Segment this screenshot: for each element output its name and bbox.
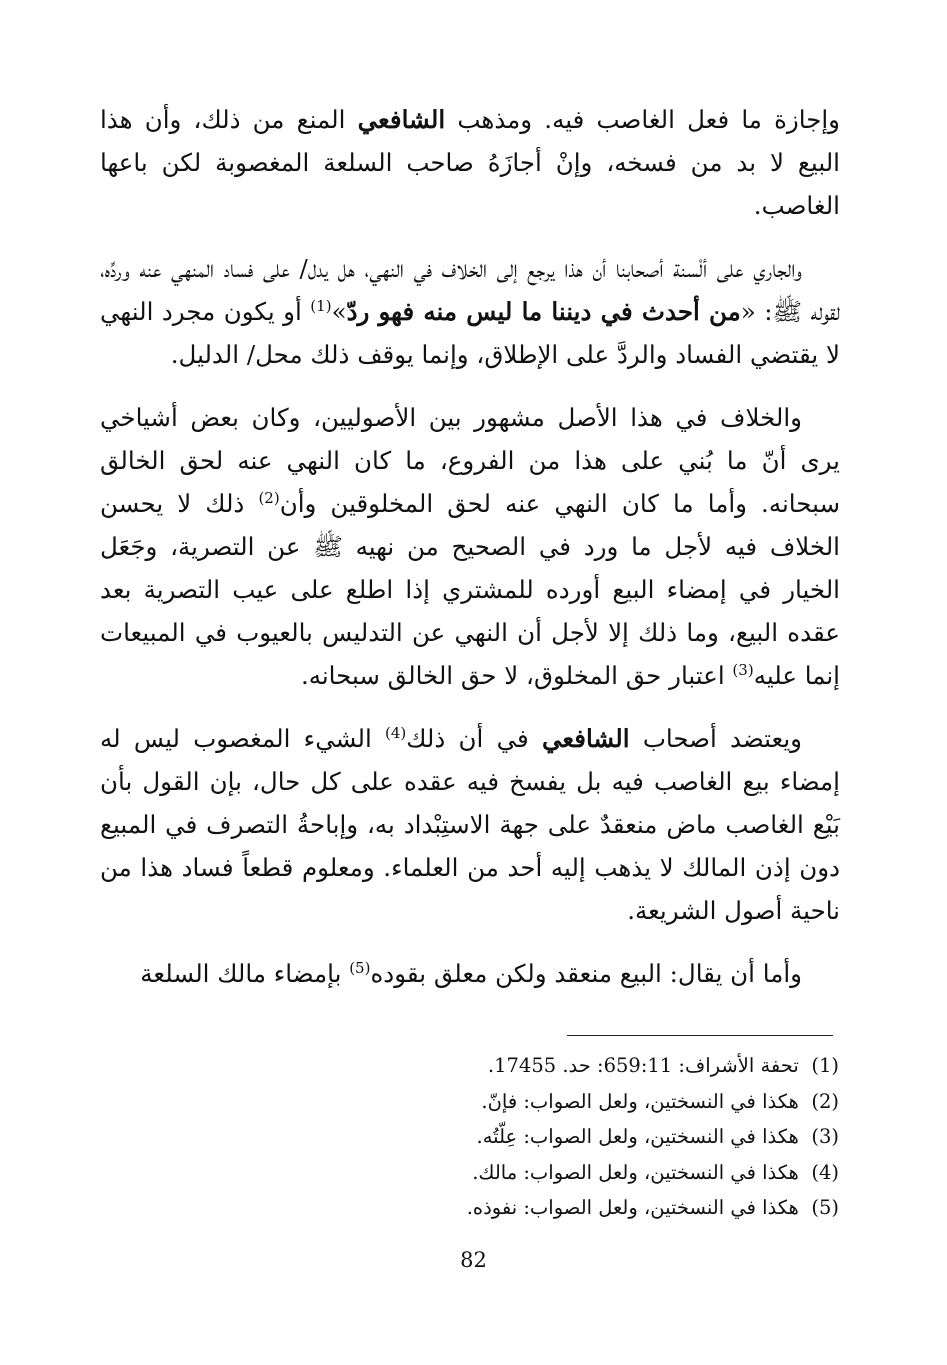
footnote-reference: (3) (732, 660, 754, 679)
paragraph-2 (100, 247, 840, 376)
bold-text: من أحدث في ديننا ما ليس منه فهو ردّ (346, 297, 741, 326)
footnote-text: هكذا في النسختين، ولعل الصواب: فإنّ. (481, 1089, 799, 1113)
footnote-2 (279, 1084, 839, 1120)
paragraph-4 (100, 717, 840, 932)
footnote-number: (3) (811, 1125, 839, 1148)
paragraph-text: وأما أن يقال: البيع منعقد ولكن معلق بقوده (370, 959, 802, 988)
paragraph-text: اعتبار حق المخلوق، لا حق الخالق سبحانه. (300, 661, 733, 690)
paragraph-text: الشيء المغصوب ليس له إمضاء بيع الغاصب فيه بل يفسخ فيه عقده على كل حال، بإن القول بأن بَيْع الغاصب ماض منعقدٌ على جهة الاستِبْداد به، وإباحةُ التصرف في المبيع دون إذن المالك لا يذهب إليه أحد من العلماء. ومعلوم قطعاً فساد هذا من ناحية أصول الشريعة. (100, 724, 840, 925)
paragraph-text: المنع من ذلك، وأن هذا البيع لا بد من فسخه، وإنْ أجازَهُ صاحب السلعة المغصوبة لكن باعها الغاصب. (100, 105, 840, 220)
footnote-number: (1) (811, 1054, 839, 1077)
paragraph-text: وإجازة ما فعل الغاصب فيه. ومذهب (445, 105, 840, 134)
footnote-reference: (1) (310, 296, 332, 315)
paragraph-text: ويعتضد أصحاب (629, 724, 802, 753)
footnote-reference: (4) (385, 723, 407, 742)
paragraph-text: » (331, 297, 347, 326)
footnote-text: هكذا في النسختين، ولعل الصواب: عِلّتُه. (476, 1125, 799, 1148)
paragraph-text: ذلك لا يحسن الخلاف فيه لأجل ما ورد في الصحيح من نهيه ﷺ عن التصرية، وجَعَل الخيار في إمضاء البيع أورده للمشتري إذا اطلع على عيب التصرية بعد عقده البيع، وما ذلك إلا لأجل أن النهي عن التدليس بالعيوب في المبيعات إنما عليه (100, 489, 840, 690)
paragraph-1 (100, 98, 840, 227)
page-body (100, 98, 840, 1015)
bold-text: الشافعي (542, 724, 630, 753)
footnote-5 (279, 1190, 839, 1226)
footnote-number: (5) (811, 1196, 839, 1219)
paragraph-3 (100, 396, 840, 697)
paragraph-text: والجاري على ألْسنة أصحابنا أن هذا يرجع إلى الخلاف في النهي، هل يدل/ على فساد المنهي عنه وردِّه، لقوله ﷺ: « (100, 254, 840, 326)
paragraph-5 (100, 952, 840, 995)
paragraph-text: والخلاف في هذا الأصل مشهور بين الأصوليين، وكان بعض أشياخي يرى أنّ ما بُني على هذا من الفروع، ما كان النهي عنه لحق الخالق سبحانه. وأما ما كان النهي عنه لحق المخلوقين وأن (100, 403, 841, 518)
footnote-1 (279, 1048, 839, 1084)
paragraph-text: أو يكون مجرد النهي لا يقتضي الفساد والردَّ على الإطلاق، وإنما يوقف ذلك محل/ الدليل. (100, 297, 840, 369)
footnote-reference: (2) (258, 488, 280, 507)
paragraph-text: في أن ذلك (406, 724, 543, 753)
footnote-4 (279, 1155, 839, 1191)
page-number: 82 (460, 1248, 487, 1272)
footnote-text: هكذا في النسختين، ولعل الصواب: مالك. (472, 1160, 799, 1184)
footnote-3 (279, 1119, 839, 1155)
bold-text: الشافعي (357, 105, 446, 134)
footnotes (279, 1048, 839, 1226)
footnote-number: (2) (811, 1089, 839, 1113)
paragraph-text: بإمضاء مالك السلعة (140, 959, 350, 988)
footnote-text: تحفة الأشراف: 659:11: حد. 17455. (487, 1054, 799, 1077)
footnote-divider (567, 1035, 833, 1036)
footnote-reference: (5) (349, 958, 371, 977)
footnote-text: هكذا في النسختين، ولعل الصواب: نفوذه. (466, 1196, 799, 1219)
footnote-number: (4) (811, 1160, 839, 1184)
